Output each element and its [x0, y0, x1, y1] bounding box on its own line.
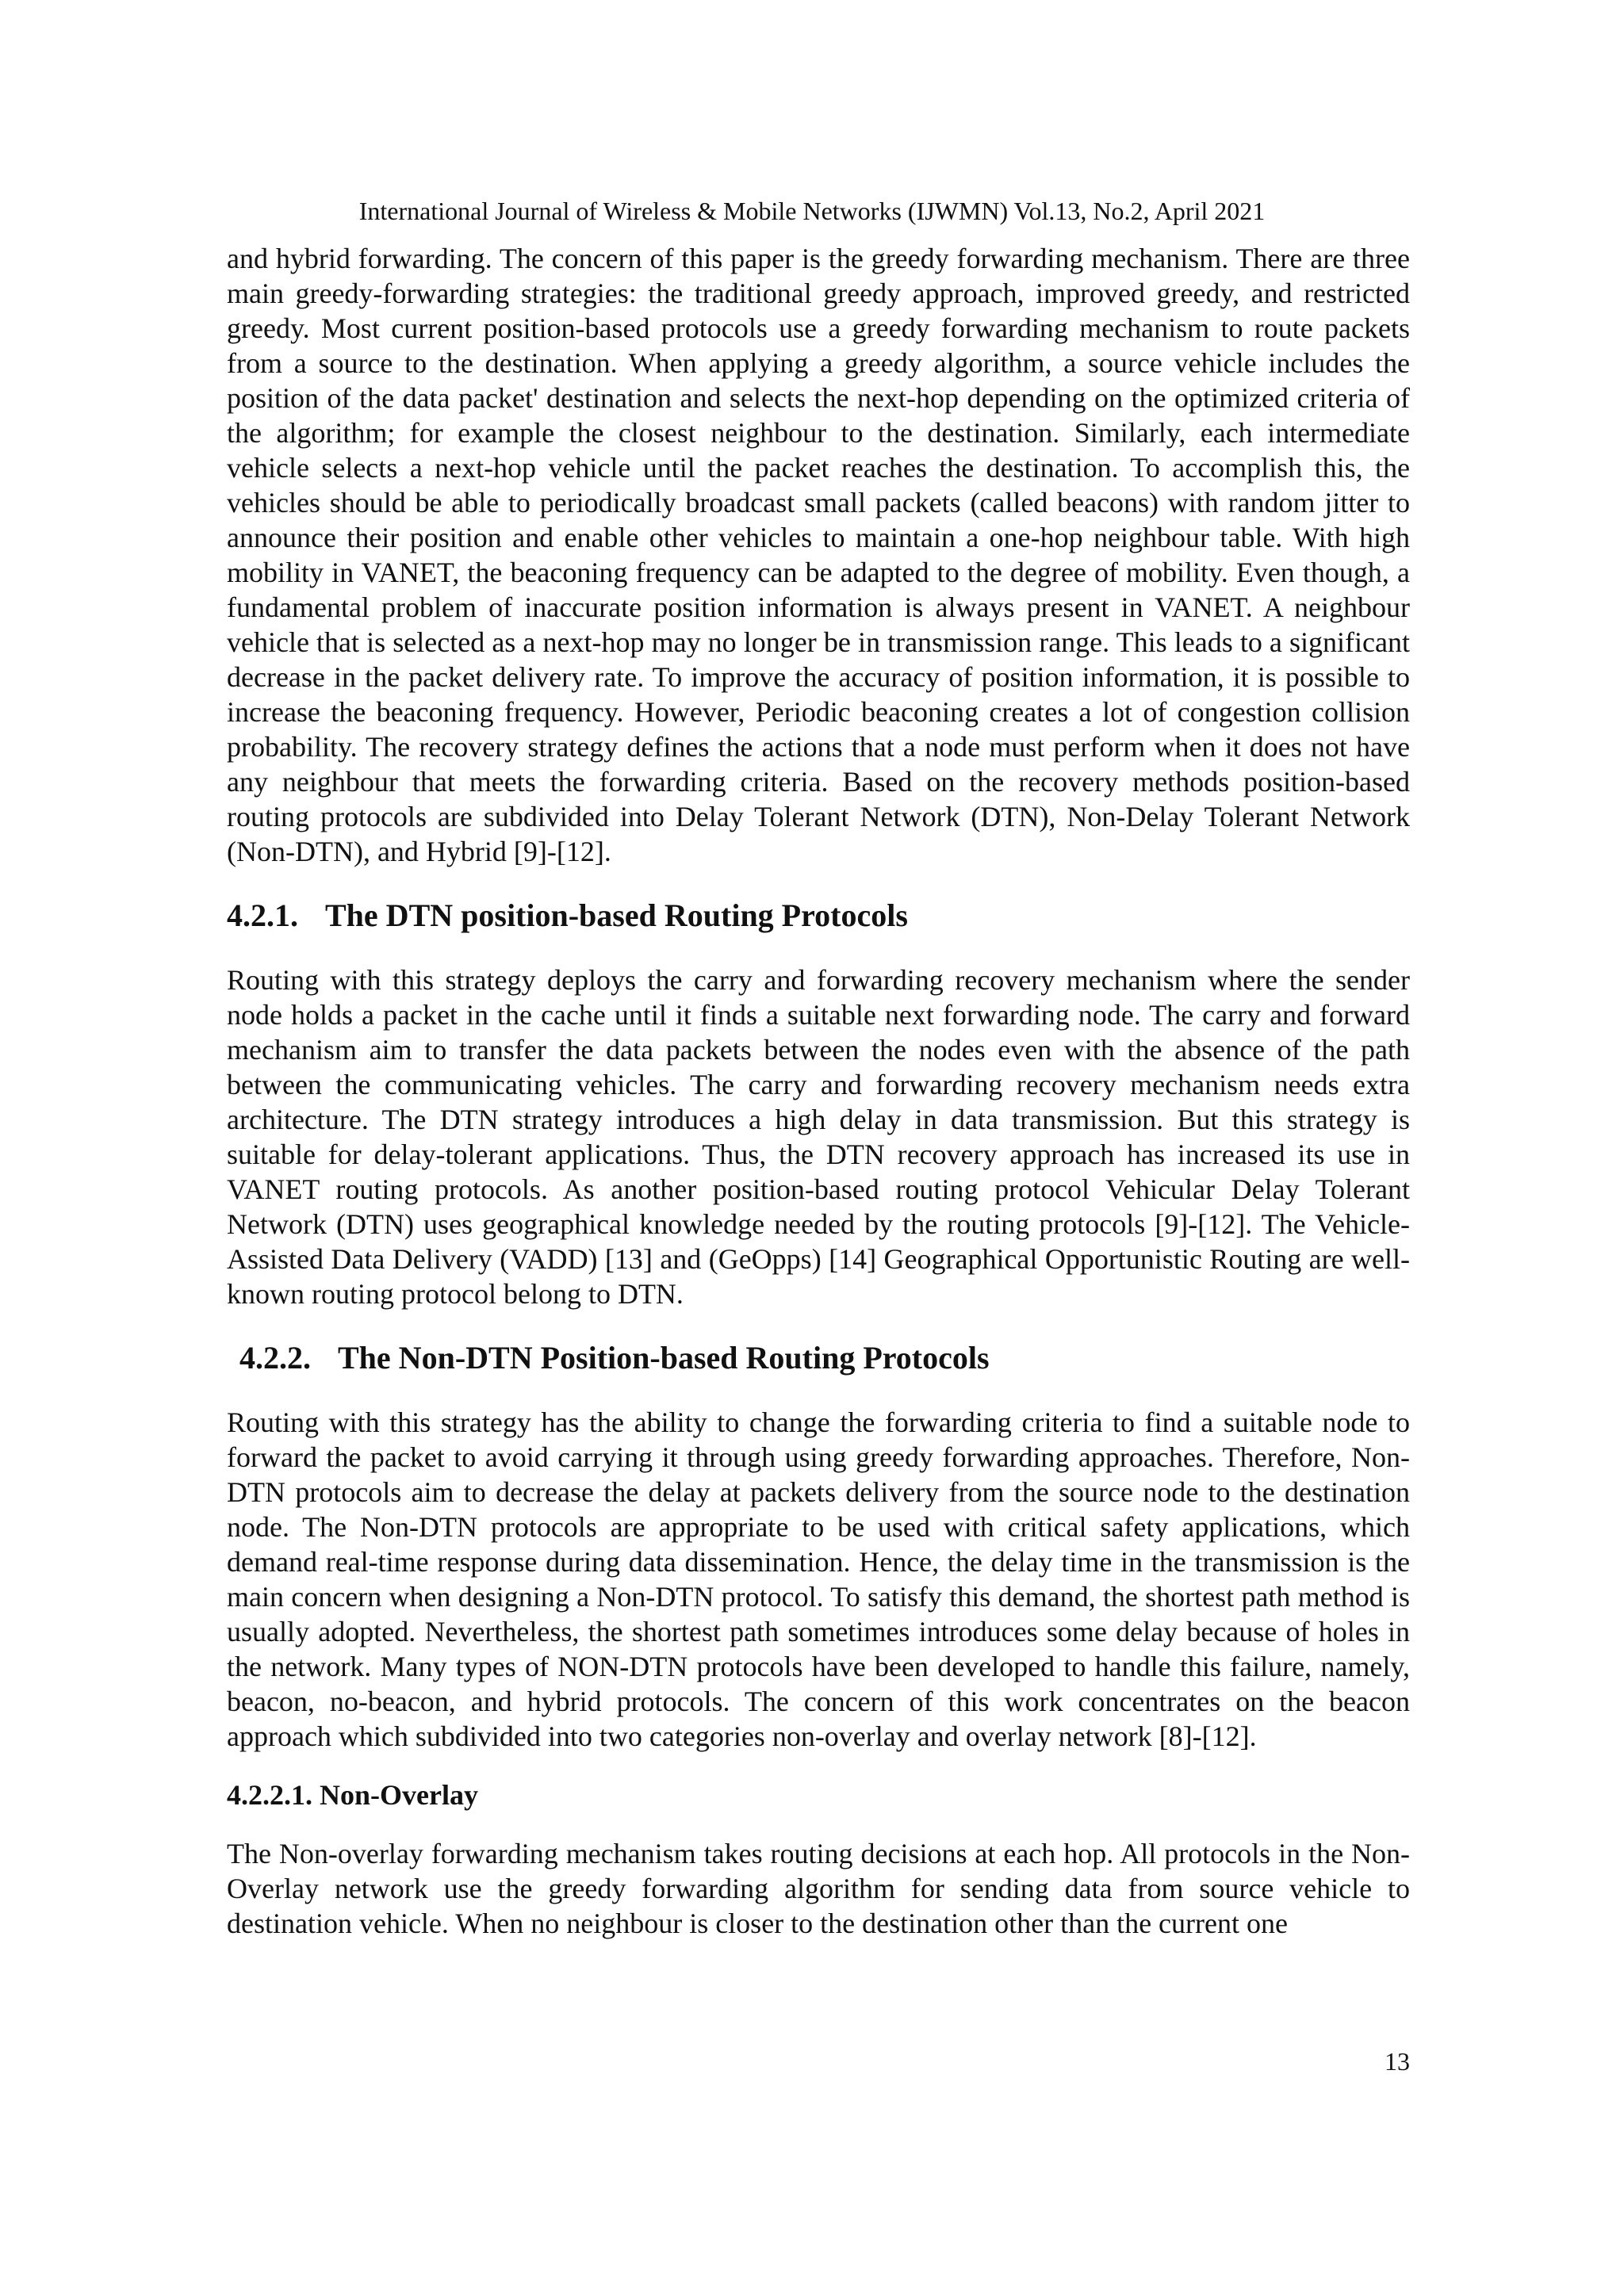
section-heading-4-2-2 [227, 1338, 1410, 1378]
section-number: 4.2.1. [227, 897, 298, 933]
paragraph-non-overlay: The Non-overlay forwarding mechanism takes routing decisions at each hop. All protocols in the Non-Overlay network use the greedy forwarding algorithm for sending data from source vehicle to destination vehicle. When no neighbour is closer to the destination other than the current one [227, 1838, 1410, 1939]
section-number: 4.2.2. [239, 1340, 311, 1376]
section-heading-4-2-1 [227, 896, 1410, 936]
page-content [227, 241, 1410, 1941]
paragraph-intro: and hybrid forwarding. The concern of this paper is the greedy forwarding mechanism. There are three main greedy-forwarding strategies: the traditional greedy approach, improved greedy, and restricted greedy. Most current position-based protocols use a greedy forwarding mechanism to route packets from a source to the destination. When applying a greedy algorithm, a source vehicle includes the position of the data packet' destination and selects the next-hop depending on the optimized criteria of the algorithm; for example the closest neighbour to the destination. Similarly, each intermediate vehicle selects a next-hop vehicle until the packet reaches the destination. To accomplish this, the vehicles should be able to periodically broadcast small packets (called beacons) with random jitter to announce their position and enable other vehicles to maintain a one-hop neighbour table. With high mobility in VANET, the beaconing frequency can be adapted to the degree of mobility. Even though, a fundamental problem of inaccurate position information is always present in VANET. A neighbour vehicle that is selected as a next-hop may no longer be in transmission range. This leads to a significant decrease in the packet delivery rate. To improve the accuracy of position information, it is possible to increase the beaconing frequency. However, Periodic beaconing creates a lot of congestion collision probability. The recovery strategy defines the actions that a node must perform when it does not have any neighbour that meets the forwarding criteria. Based on the recovery methods position-based routing protocols are subdivided into Delay Tolerant Network (DTN), Non-Delay Tolerant Network (Non-DTN), and Hybrid [9]-[12]. [227, 243, 1410, 867]
paragraph-non-dtn: Routing with this strategy has the ability to change the forwarding criteria to find a suitable node to forward the packet to avoid carrying it through using greedy forwarding approaches. Therefore, Non-DTN protocols aim to decrease the delay at packets delivery from the source node to the destination node. The Non-DTN protocols are appropriate to be used with critical safety applications, which demand real-time response during data dissemination. Hence, the delay time in the transmission is the main concern when designing a Non-DTN protocol. To satisfy this demand, the shortest path method is usually adopted. Nevertheless, the shortest path sometimes introduces some delay because of holes in the network. Many types of NON-DTN protocols have been developed to handle this failure, namely, beacon, no-beacon, and hybrid protocols. The concern of this work concentrates on the beacon approach which subdivided into two categories non-overlay and overlay network [8]-[12]. [227, 1406, 1410, 1752]
subsection-heading-4-2-2-1: 4.2.2.1. Non-Overlay [227, 1779, 478, 1811]
section-title: The Non-DTN Position-based Routing Protocols [338, 1340, 990, 1376]
running-header: International Journal of Wireless & Mobile Networks (IJWMN) Vol.13, No.2, April 2021 [358, 197, 1266, 225]
page-number: 13 [1385, 2047, 1410, 2076]
section-title: The DTN position-based Routing Protocols [325, 897, 908, 933]
paragraph-dtn: Routing with this strategy deploys the carry and forwarding recovery mechanism where the sender node holds a packet in the cache until it finds a suitable next forwarding node. The carry and forward mechanism aim to transfer the data packets between the nodes even with the absence of the path between the communicating vehicles. The carry and forwarding recovery mechanism needs extra architecture. The DTN strategy introduces a high delay in data transmission. But this strategy is suitable for delay-tolerant applications. Thus, the DTN recovery approach has increased its use in VANET routing protocols. As another position-based routing protocol Vehicular Delay Tolerant Network (DTN) uses geographical knowledge needed by the routing protocols [9]-[12]. The Vehicle-Assisted Data Delivery (VADD) [13] and (GeOpps) [14] Geographical Opportunistic Routing are well-known routing protocol belong to DTN. [227, 964, 1410, 1310]
